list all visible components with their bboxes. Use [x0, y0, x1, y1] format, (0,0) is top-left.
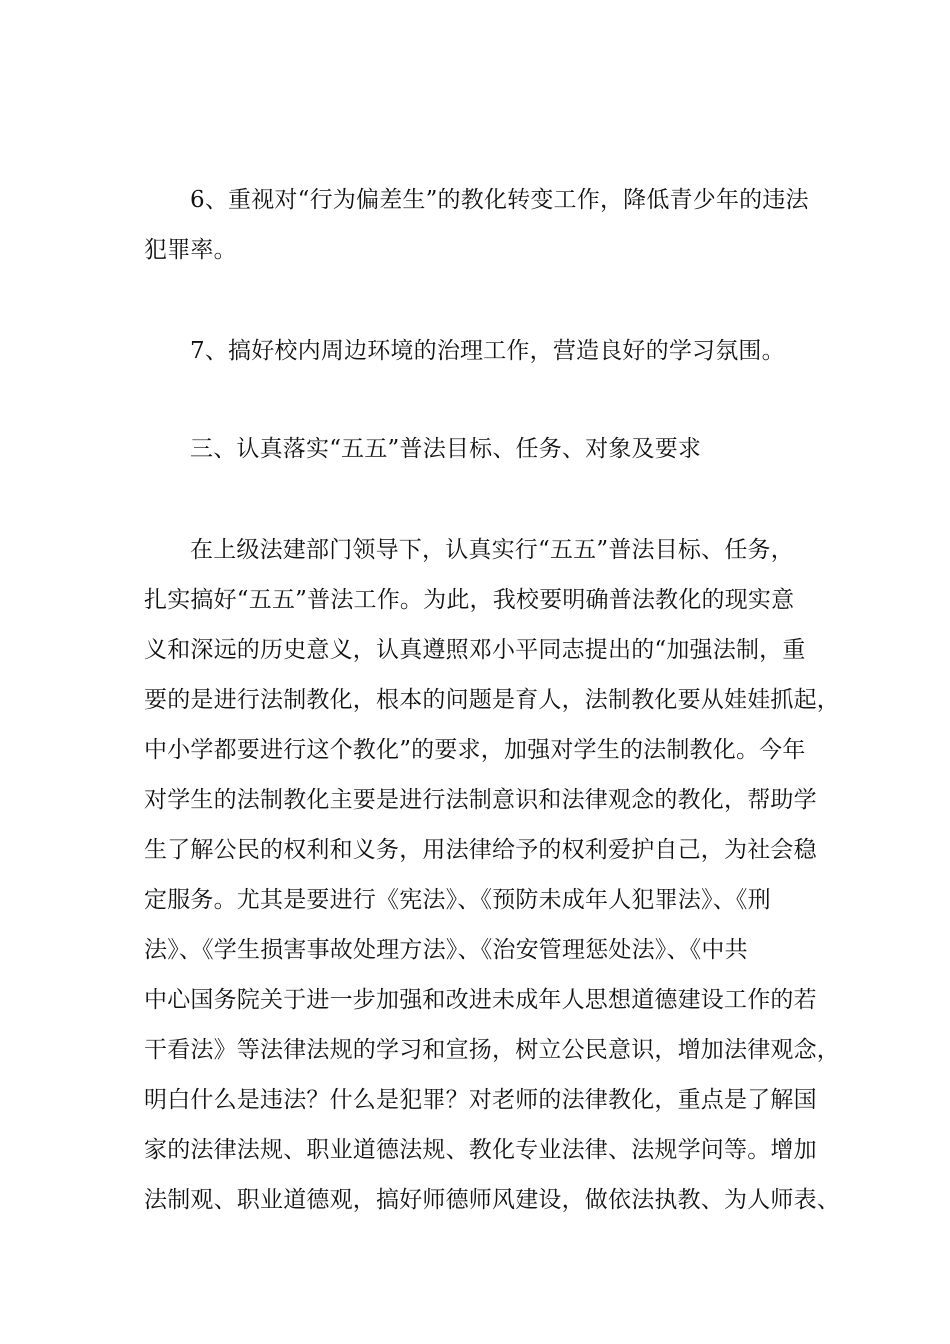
- paragraph-line: 定服务。尤其是要进行《宪法》、《预防未成年人犯罪法》、《刑: [144, 887, 771, 913]
- section-3-heading: 三、认真落实“五五”普法目标、任务、对象及要求: [190, 436, 702, 462]
- paragraph-line: 义和深远的历史意义，认真遵照邓小平同志提出的“加强法制，重: [144, 637, 806, 663]
- paragraph-line: 法》、《学生损害事故处理方法》、《治安管理惩处法》、《中共: [144, 937, 748, 963]
- paragraph-line: 明白什么是违法？什么是犯罪？对老师的法律教化，重点是了解国: [144, 1087, 817, 1113]
- paragraph-line: 要的是进行法制教化，根本的问题是育人，法制教化要从娃娃抓起，: [144, 687, 840, 713]
- paragraph-line: 法制观、职业道德观，搞好师德师风建设，做依法执教、为人师表、: [144, 1187, 840, 1213]
- paragraph-line: 干看法》等法律法规的学习和宣扬，树立公民意识，增加法律观念，: [144, 1037, 840, 1063]
- paragraph-line: 家的法律法规、职业道德法规、教化专业法律、法规学问等。增加: [144, 1137, 817, 1163]
- paragraph-line: 在上级法建部门领导下，认真实行“五五”普法目标、任务，: [190, 537, 794, 563]
- paragraph-line: 中小学都要进行这个教化”的要求，加强对学生的法制教化。今年: [144, 737, 806, 763]
- paragraph-line: 生了解公民的权利和义务，用法律给予的权利爱护自己，为社会稳: [144, 837, 817, 863]
- paragraph-line: 扎实搞好“五五”普法工作。为此，我校要明确普法教化的现实意: [144, 587, 795, 613]
- item-7-line-1: 7、搞好校内周边环境的治理工作，营造良好的学习氛围。: [190, 338, 785, 364]
- paragraph-line: 中心国务院关于进一步加强和改进未成年人思想道德建设工作的若: [144, 987, 817, 1013]
- item-6-line-2: 犯罪率。: [144, 237, 237, 263]
- paragraph-line: 对学生的法制教化主要是进行法制意识和法律观念的教化，帮助学: [144, 787, 817, 813]
- item-6-line-1: 6、重视对“行为偏差生”的教化转变工作，降低青少年的违法: [190, 187, 809, 213]
